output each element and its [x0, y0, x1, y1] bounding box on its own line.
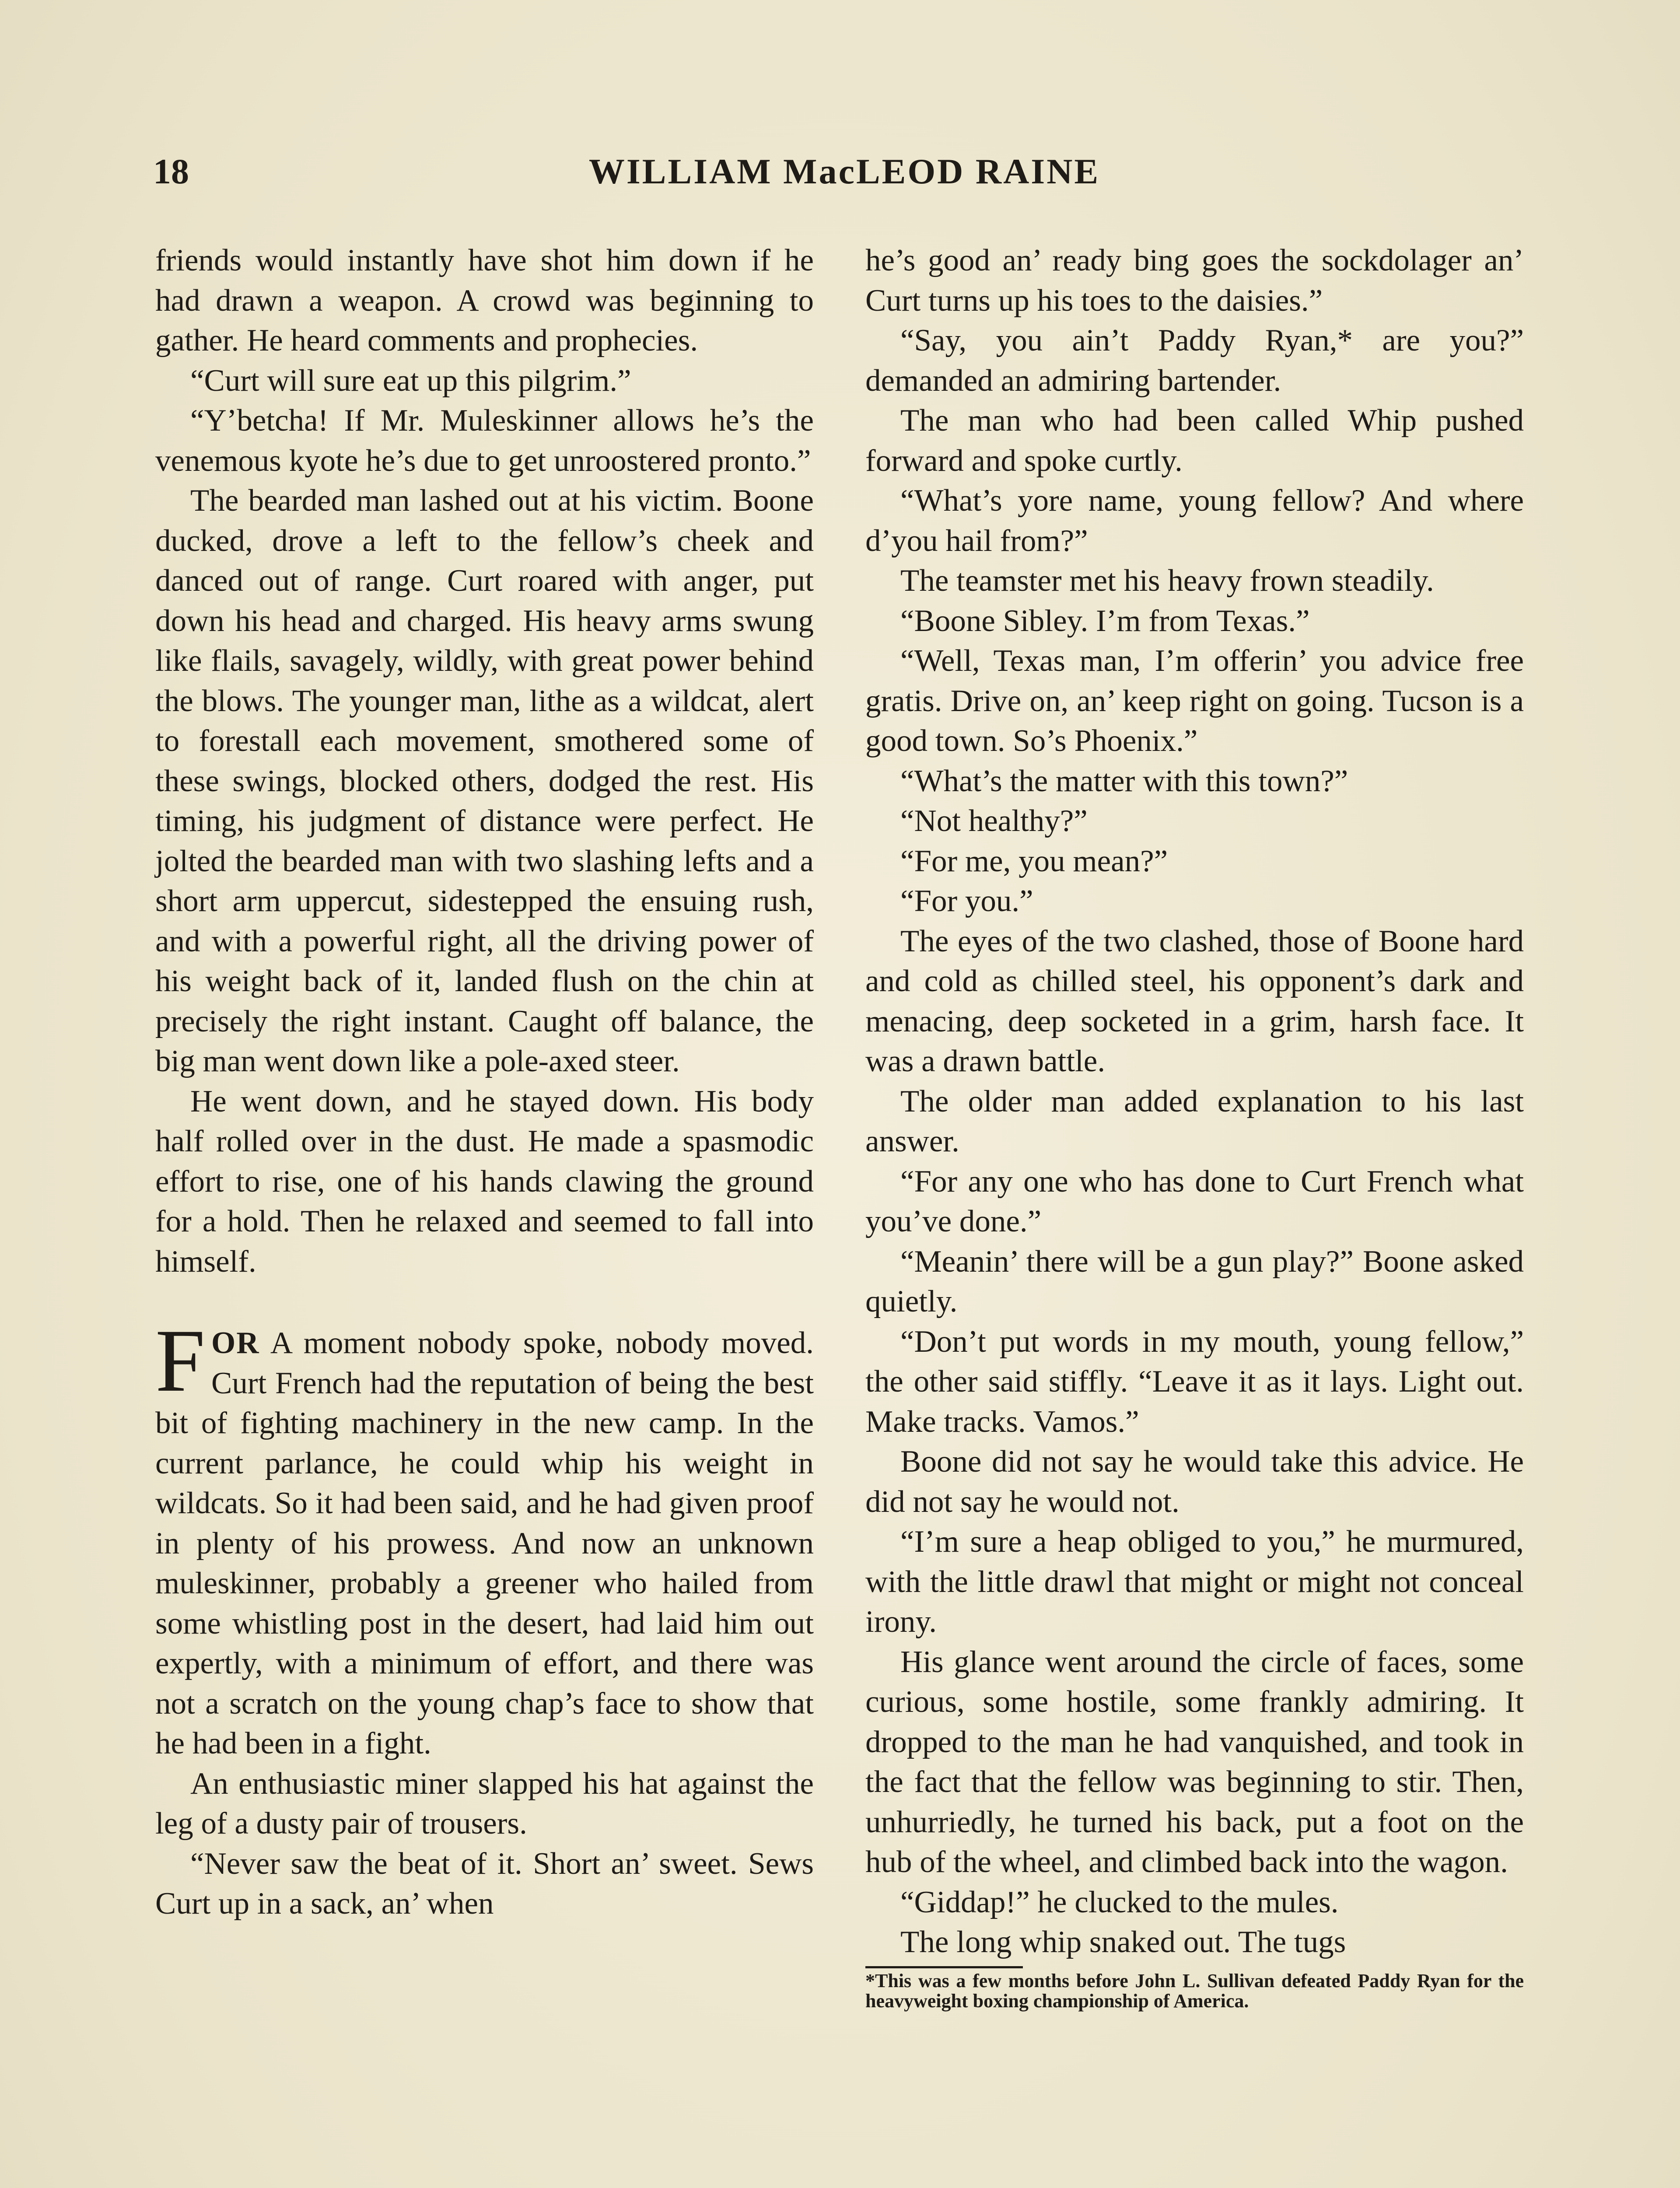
paragraph: he’s good an’ ready bing goes the sockdolager an’ Curt turns up his toes to the daisies.” [865, 243, 1524, 318]
paragraph: The long whip snaked out. The tugs [900, 1925, 1346, 1959]
paragraph: “Meanin’ there will be a gun play?” Boone asked quietly. [865, 1244, 1524, 1318]
left-column [155, 241, 814, 1924]
paragraph: The older man added explanation to his last answer. [865, 1084, 1524, 1158]
page-number: 18 [153, 151, 189, 191]
drop-cap: F [155, 1311, 206, 1410]
paragraph: “What’s yore name, young fellow? And where d’you hail from?” [865, 484, 1524, 558]
footnote-rule [865, 1966, 1023, 1968]
paragraph: “Y’betcha! If Mr. Muleskinner allows he’s the venemous kyote he’s due to get unroostered pronto.” [155, 403, 814, 478]
paragraph: The man who had been called Whip pushed forward and spoke curtly. [865, 403, 1524, 478]
paragraph: “Say, you ain’t Paddy Ryan,* are you?” demanded an admiring bartender. [865, 323, 1524, 398]
paragraph: “Don’t put words in my mouth, young fellow,” the other said stiffly. “Leave it as it lays. Light out. Make tracks. Vamos.” [865, 1324, 1524, 1439]
paragraph: “I’m sure a heap obliged to you,” he murmured, with the little drawl that might or might not conceal irony. [865, 1525, 1524, 1639]
section-opening-paragraph [155, 1311, 814, 1764]
paragraph: The eyes of the two clashed, those of Boone hard and cold as chilled steel, his opponent’s dark and menacing, deep socketed in a grim, harsh face. It was a drawn battle. [865, 924, 1524, 1078]
paragraph: “Boone Sibley. I’m from Texas.” [900, 603, 1310, 638]
paragraph: “Curt will sure eat up this pilgrim.” [190, 363, 631, 398]
paragraph: “For me, you mean?” [900, 844, 1168, 878]
paragraph: The teamster met his heavy frown steadily. [900, 564, 1434, 598]
running-head: WILLIAM MacLEOD RAINE [588, 151, 1100, 191]
paragraph: “Never saw the beat of it. Short an’ sweet. Sews Curt up in a sack, an’ when [155, 1846, 814, 1921]
paragraph: “For any one who has done to Curt French what you’ve done.” [865, 1164, 1524, 1238]
paragraph: “For you.” [900, 884, 1033, 918]
right-column [865, 241, 1524, 2011]
section-text: A moment nobody spoke, nobody moved. Curt French had the reputation of being the best bit of fighting machinery in the new camp. In the current parlance, he could whip his weight in wildcats. So it had been said, and he had given proof in plenty of his prowess. And now an unknown muleskinner, probably a greener who hailed from some whistling post in the desert, had laid him out expertly, with a minimum of effort, and there was not a scratch on the young chap’s face to show that he had been in a fight. [155, 1326, 814, 1760]
paragraph: His glance went around the circle of faces, some curious, some hostile, some frankly admiring. It dropped to the man he had vanquished, and took in the fact that the fellow was beginning to stir. Then, unhurriedly, he turned his back, put a foot on the hub of the wheel, and climbed back into the wagon. [865, 1645, 1524, 1879]
paragraph: Boone did not say he would take this advice. He did not say he would not. [865, 1445, 1524, 1519]
footnote: *This was a few months before John L. Sullivan defeated Paddy Ryan for the heavyweight boxing championship of America. [865, 1970, 1524, 2012]
paragraph: He went down, and he stayed down. His body half rolled over in the dust. He made a spasmodic effort to rise, one of his hands clawing the ground for a hold. Then he relaxed and seemed to fall into himself. [155, 1084, 814, 1279]
paragraph: “Giddap!” he clucked to the mules. [900, 1885, 1339, 1919]
paragraph: The bearded man lashed out at his victim. Boone ducked, drove a left to the fellow’s cheek and danced out of range. Curt roared with anger, put down his head and charged. His heavy arms swung like flails, savagely, wildly, with great power behind the blows. The younger man, lithe as a wildcat, alert to forestall each movement, smothered some of these swings, blocked others, dodged the rest. His timing, his judgment of distance were perfect. He jolted the bearded man with two slashing lefts and a short arm uppercut, sidestepped the ensuing rush, and with a powerful right, all the driving power of his weight back of it, landed flush on the chin at precisely the right instant. Caught off balance, the big man went down like a pole-axed steer. [155, 484, 814, 1078]
paragraph: friends would instantly have shot him down if he had drawn a weapon. A crowd was beginning to gather. He heard comments and prophecies. [155, 243, 814, 358]
small-caps-lead: OR [211, 1326, 260, 1360]
page-header [153, 151, 1536, 203]
paragraph: “Well, Texas man, I’m offerin’ you advice free gratis. Drive on, an’ keep right on going. Tucson is a good town. So’s Phoenix.” [865, 644, 1524, 758]
paragraph: “Not healthy?” [900, 804, 1088, 838]
paragraph: An enthusiastic miner slapped his hat against the leg of a dusty pair of trousers. [155, 1766, 814, 1841]
paragraph: “What’s the matter with this town?” [900, 764, 1348, 798]
